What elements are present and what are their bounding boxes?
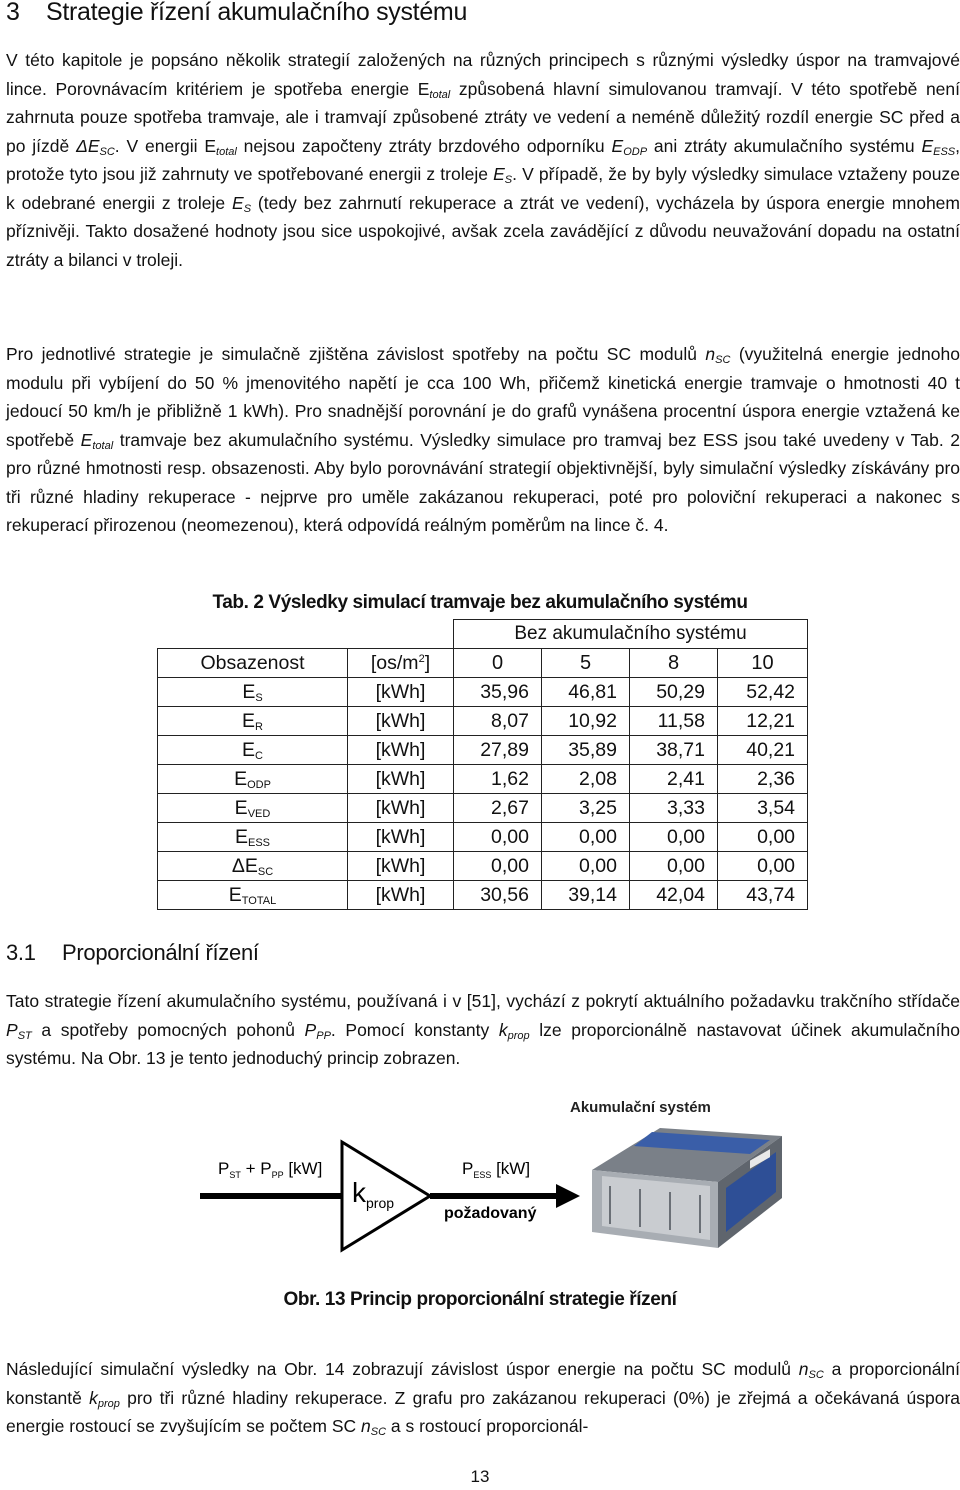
table-cell: 3,54	[718, 794, 808, 823]
row-unit: [kWh]	[348, 823, 454, 852]
header-unit: $[os/m^2]$	[348, 649, 454, 678]
row-unit: [kWh]	[348, 794, 454, 823]
table-caption: Tab. 2 Výsledky simulací tramvaje bez akumulačního systému	[212, 592, 748, 613]
input-label: $P_{ST} + P_{PP}$ [kW]	[218, 1159, 323, 1180]
output-label: $P_{ESS}$ [kW]	[462, 1159, 531, 1180]
page-number: 13	[470, 1467, 490, 1486]
row-unit: [kWh]	[348, 765, 454, 794]
table-row	[158, 678, 808, 707]
table-header-row	[158, 649, 808, 678]
header-value: 5	[542, 649, 630, 678]
row-unit: [kWh]	[348, 881, 454, 910]
table-cell: 0,00	[630, 852, 718, 881]
ess-module-image	[592, 1128, 782, 1248]
table-cell: 0,00	[542, 852, 630, 881]
table-cell: 38,71	[630, 736, 718, 765]
row-symbol: $\Delta E_{SC}$	[158, 852, 348, 881]
table-cell: 0,00	[718, 852, 808, 881]
row-symbol: $E_{ODP}$	[158, 765, 348, 794]
output-arrowhead	[556, 1184, 580, 1208]
table-cell: 3,33	[630, 794, 718, 823]
table-row	[158, 765, 808, 794]
table-cell: 27,89	[454, 736, 542, 765]
table-cell: 50,29	[630, 678, 718, 707]
paragraph-intro: V této kapitole je popsáno několik strategií založených na různých principech s různými výsledky úspor na tramvajové lince. Porovnávacím kritériem je spotřeba energie $E_{total}$ způsobená hlavní simulovanou tramvají. V této spotřebě není zahrnuta pouze spotřeba tramvaje, ale i tramvají způsobené ztráty ve vedení a neméně důležitý rozdíl energie SC před a po jízdě $\Delta E_{SC}$. V energii $E_{total}$ nejsou započteny ztráty brzdového odporníku $E_{ODP}$ ani ztráty akumulačního systému $E_{ESS}$, protože tyto jsou již zahrnuty ve spotřebované energii z troleje $E_S$. V případě, že by byly výsledky simulace vztaženy pouze k odebrané energii z troleje $E_S$ (tedy bez zahrnutí rekuperace a ztrát ve vedení), vycházela by úspora energie mnohem příznivěji. Takto dosažené hodnoty jsou sice uspokojivé, avšak zcela zavádějící z důvodu neuvažování dopadu na ostatní ztráty a bilanci v troleji.	[6, 50, 960, 270]
table-cell: 0,00	[454, 852, 542, 881]
gain-label: $k_{prop}$	[352, 1177, 395, 1211]
table-cell: 30,56	[454, 881, 542, 910]
header-value: 0	[454, 649, 542, 678]
header-label: Obsazenost	[158, 649, 348, 678]
table-cell: 2,36	[718, 765, 808, 794]
table-cell: 3,25	[542, 794, 630, 823]
row-unit: [kWh]	[348, 736, 454, 765]
output-note: požadovaný	[444, 1205, 537, 1222]
table-cell: 43,74	[718, 881, 808, 910]
row-symbol: $E_R$	[158, 707, 348, 736]
table-cell: 42,04	[630, 881, 718, 910]
table-row	[158, 881, 808, 910]
table-cell: 0,00	[630, 823, 718, 852]
table-row	[158, 794, 808, 823]
table-cell: 35,89	[542, 736, 630, 765]
table-cell: 39,14	[542, 881, 630, 910]
table-group-header: Bez akumulačního systému	[454, 620, 808, 649]
header-value: 10	[718, 649, 808, 678]
table-cell: 8,07	[454, 707, 542, 736]
table-cell: 11,58	[630, 707, 718, 736]
table-cell: 1,62	[454, 765, 542, 794]
table-cell: 0,00	[454, 823, 542, 852]
table-cell: 12,21	[718, 707, 808, 736]
section-title: Proporcionální řízení	[62, 940, 259, 965]
table-row	[158, 736, 808, 765]
table-cell: 40,21	[718, 736, 808, 765]
chapter-title: Strategie řízení akumulačního systému	[46, 0, 468, 26]
table-cell: 35,96	[454, 678, 542, 707]
figure-caption: Obr. 13 Princip proporcionální strategie řízení	[283, 1289, 677, 1310]
row-unit: [kWh]	[348, 707, 454, 736]
row-symbol: $E_{TOTAL}$	[158, 881, 348, 910]
chapter-heading	[6, 0, 467, 27]
paragraph-results: Následující simulační výsledky na Obr. 14 zobrazují závislost úspor energie na počtu SC modulů $n_{SC}$ a proporcionální konstantě $k_{prop}$ pro tři různé hladiny rekuperace. Z grafu pro zakázanou rekuperaci (0%) je zřejmá a očekávaná úspora energie rostoucí se zvyšujícím se počtem SC $n_{SC}$ a s rostoucí proporcionál-	[6, 1359, 960, 1438]
table-cell: 0,00	[542, 823, 630, 852]
row-unit: [kWh]	[348, 678, 454, 707]
chapter-number: 3	[6, 0, 20, 26]
section-heading	[6, 940, 259, 966]
row-symbol: $E_S$	[158, 678, 348, 707]
table-cell: 46,81	[542, 678, 630, 707]
paragraph-strategies: Pro jednotlivé strategie je simulačně zjištěna závislost spotřeby na počtu SC modulů $n_{SC}$ (využitelná energie jednoho modulu při vybíjení do 50 % jmenovitého napětí je cca 100 Wh, přičemž kinetická energie tramvaje o hmotnosti 40 t jedoucí 50 km/h je přibližně 1 kWh). Pro snadnější porovnání je do grafů vynášena procentní úspora energie vztažená ke spotřebě $E_{total}$ tramvaje bez akumulačního systému. Výsledky simulace pro tramvaj bez ESS jsou také uvedeny v Tab. 2 pro různé hmotnosti resp. obsazenosti. Aby bylo porovnávání strategií objektivnější, byly simulační výsledky získávány pro tři různé hladiny rekuperace - nejprve pro uměle zakázanou rekuperaci, poté pro poloviční rekuperaci a nakonec s rekuperací přirozenou (neomezenou), která odpovídá reálným poměrům na lince č. 4.	[6, 344, 960, 535]
header-value: 8	[630, 649, 718, 678]
figure-title: Akumulační systém	[570, 1099, 711, 1116]
table-row	[158, 852, 808, 881]
row-symbol: $E_{ESS}$	[158, 823, 348, 852]
paragraph-proportional: Tato strategie řízení akumulačního systému, používaná i v [51], vychází z pokrytí aktuálního požadavku trakčního střídače $P_{ST}$ a spotřeby pomocných pohonů $P_{PP}$. Pomocí konstanty $k_{prop}$ lze proporcionálně nastavovat účinek akumulačního systému. Na Obr. 13 je tento jednoduchý princip zobrazen.	[6, 991, 960, 1068]
section-number: 3.1	[6, 940, 36, 965]
table-row	[158, 707, 808, 736]
table-cell: 2,67	[454, 794, 542, 823]
table-row	[158, 823, 808, 852]
row-unit: [kWh]	[348, 852, 454, 881]
table-cell: 52,42	[718, 678, 808, 707]
results-table	[157, 619, 808, 910]
table-cell: 10,92	[542, 707, 630, 736]
row-symbol: $E_{VED}$	[158, 794, 348, 823]
table-cell: 2,08	[542, 765, 630, 794]
table-cell: 0,00	[718, 823, 808, 852]
table-group-header-row	[158, 620, 808, 649]
figure-diagram	[190, 1090, 960, 1270]
row-symbol: $E_C$	[158, 736, 348, 765]
table-cell: 2,41	[630, 765, 718, 794]
